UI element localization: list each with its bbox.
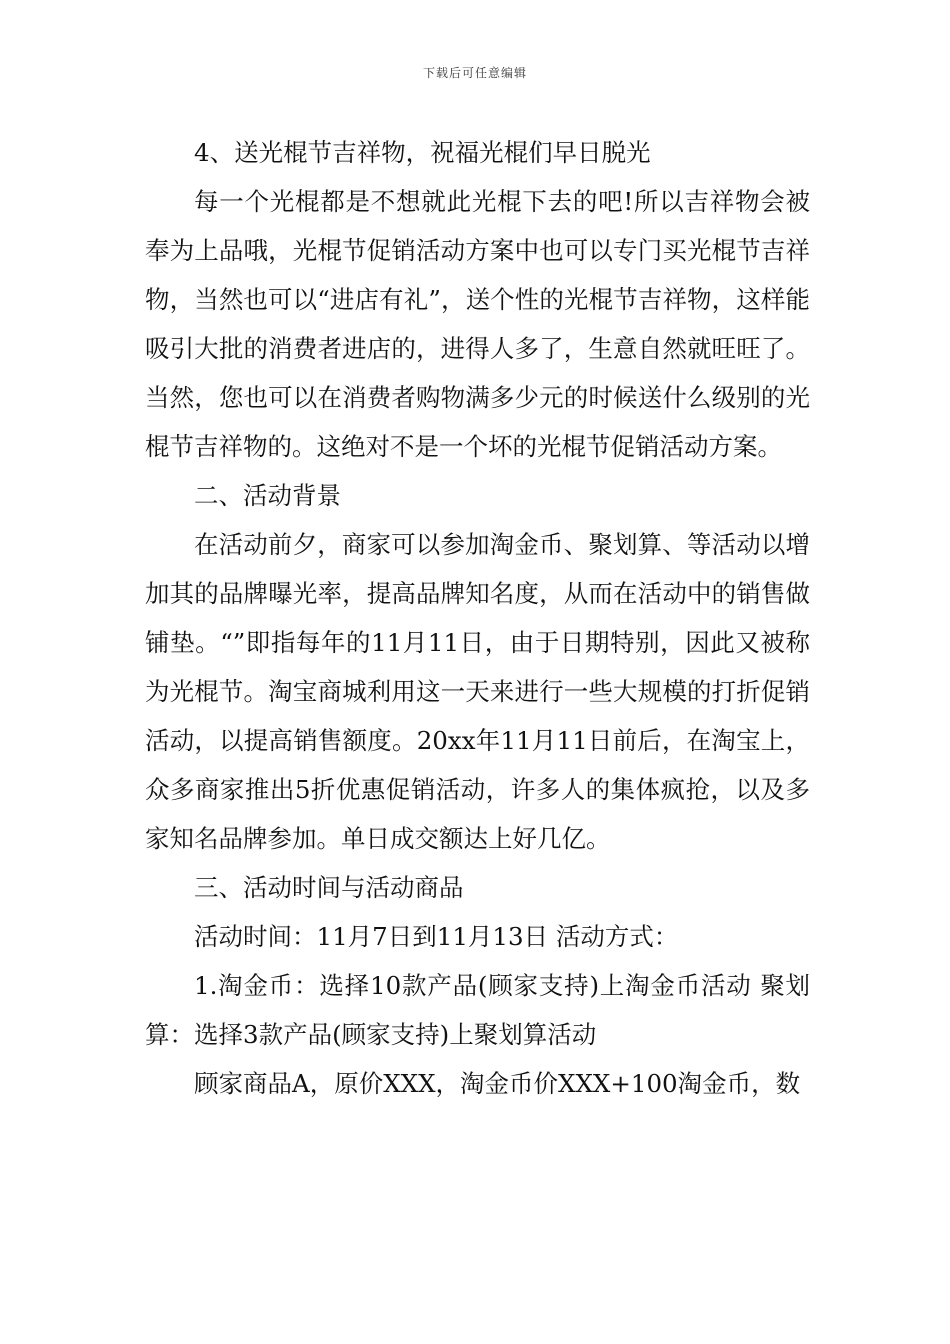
activity-time-line: 活动时间：11月7日到11月13日 活动方式： (194, 922, 679, 951)
product-a-paragraph: 顾家商品A，原价XXX，淘金币价XXX+100淘金币，数 (194, 1069, 801, 1098)
section2-paragraph: 在活动前夕，商家可以参加淘金币、聚划算、等活动以增加其的品牌曝光率，提高品牌知名度，从而在活动中的销售做铺垫。“”即指每年的11月11日，由于日期特别，因此又被称为光棍节。淘宝商城利用这一天来进行一些大规模的打折促销活动，以提高销售额度。20xx年11月11日前后，在淘宝上，众多商家推出5折优惠促销活动，许多人的集体疯抢，以及多家知名品牌参加。单日成交额达上好几亿。 (145, 530, 810, 853)
section3-title: 三、活动时间与活动商品 (194, 873, 464, 902)
page-header-note: 下载后可任意编辑 (422, 66, 527, 80)
section2-title: 二、活动背景 (194, 481, 341, 510)
section4-title: 4、送光棍节吉祥物，祝福光棍们早日脱光 (194, 138, 651, 167)
section4-paragraph: 每一个光棍都是不想就此光棍下去的吧!所以吉祥物会被奉为上品哦，光棍节促销活动方案中也可以专门买光棍节吉祥物，当然也可以“进店有礼”，送个性的光棍节吉祥物，这样能吸引大批的消费者进店的，进得人多了，生意自然就旺旺了。当然，您也可以在消费者购物满多少元的时候送什么级别的光棍节吉祥物的。这绝对不是一个坏的光棍节促销活动方案。 (145, 187, 810, 461)
activity-method-paragraph: 1.淘金币：选择10款产品(顾家支持)上淘金币活动 聚划算：选择3款产品(顾家支持)上聚划算活动 (145, 971, 810, 1049)
document-body (145, 128, 810, 1108)
